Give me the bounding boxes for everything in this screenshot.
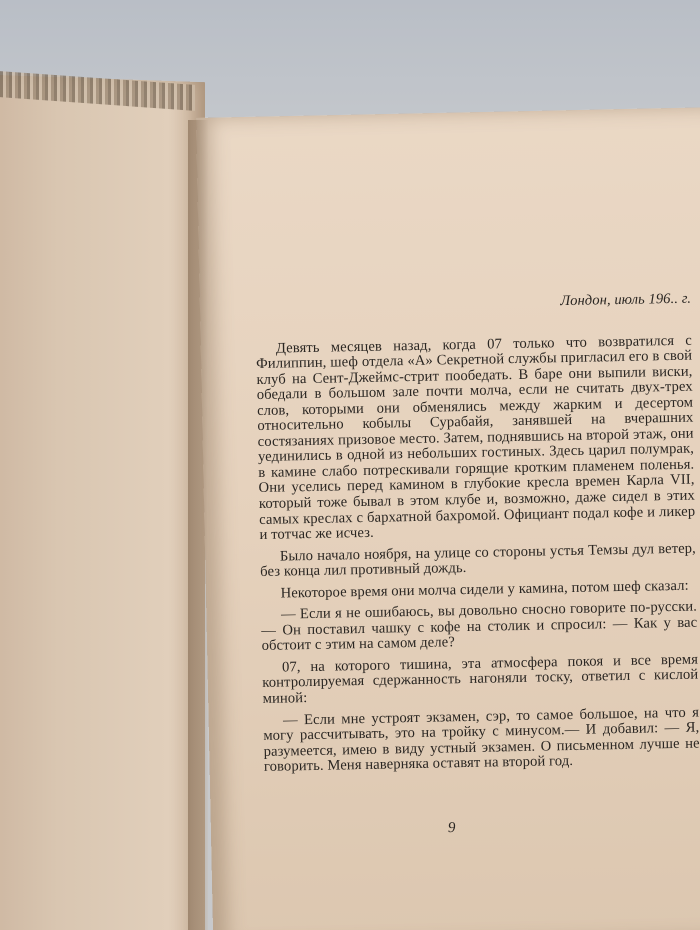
paragraph: Было начало ноября, на улице со стороны устья Темзы дул ветер, без конца лил противный дождь. [260, 540, 697, 581]
paragraph: Некоторое время они молча сидели у камина, потом шеф сказал: [280, 577, 689, 602]
book-gutter [188, 120, 208, 930]
paragraph: — Если мне устроят экзамен, сэр, то самое большое, на что я могу рассчитывать, это на тройку с минусом.— И добавил: — Я, разумеется, имею в виду устный экзамен. О письменном лучше не говорить. Меня наверняка оставят на второй год. [263, 704, 700, 776]
paragraph: Девять месяцев назад, когда 07 только что возвратился с Филиппин, шеф отдела «А» Секретной службы пригласил его в свой клуб на Сент-Джеймс-стрит пообедать. В баре они выпили виски, обедали в большом зале почти молча, если не считать двух-трех слов, которыми они обменялись между жарким и десертом относительно кобылы Сурабайя, занявшей на вчерашних состязаниях призовое место. Затем, поднявшись на второй этаж, они уединились в одной из небольших гостиных. Здесь царил полумрак, в камине слабо потрескивали горящие кротким пламенем поленья. Они уселись перед камином в глубокие кресла времен Карла VII, который тоже бывал в этом клубе и, возможно, даже сидел в этих самых креслах с бархатной бахромой. Официант подал кофе и ликер и тотчас же исчез. [256, 332, 696, 544]
paragraph: 07, на которого тишина, эта атмосфера покоя и все время контролируемая сдержанность нагоняли тоску, ответил с кислой миной: [262, 651, 699, 707]
page-number: 9 [447, 819, 456, 837]
page-text [255, 292, 700, 782]
paragraph: — Если я не ошибаюсь, вы довольно сносно говорите по-русски.— Он поставил чашку с кофе на столик и спросил: — Как у вас обстоит с этим на самом деле? [261, 598, 698, 655]
left-page [0, 74, 205, 930]
dateline: Лондон, июль 196.. г. [560, 290, 692, 310]
